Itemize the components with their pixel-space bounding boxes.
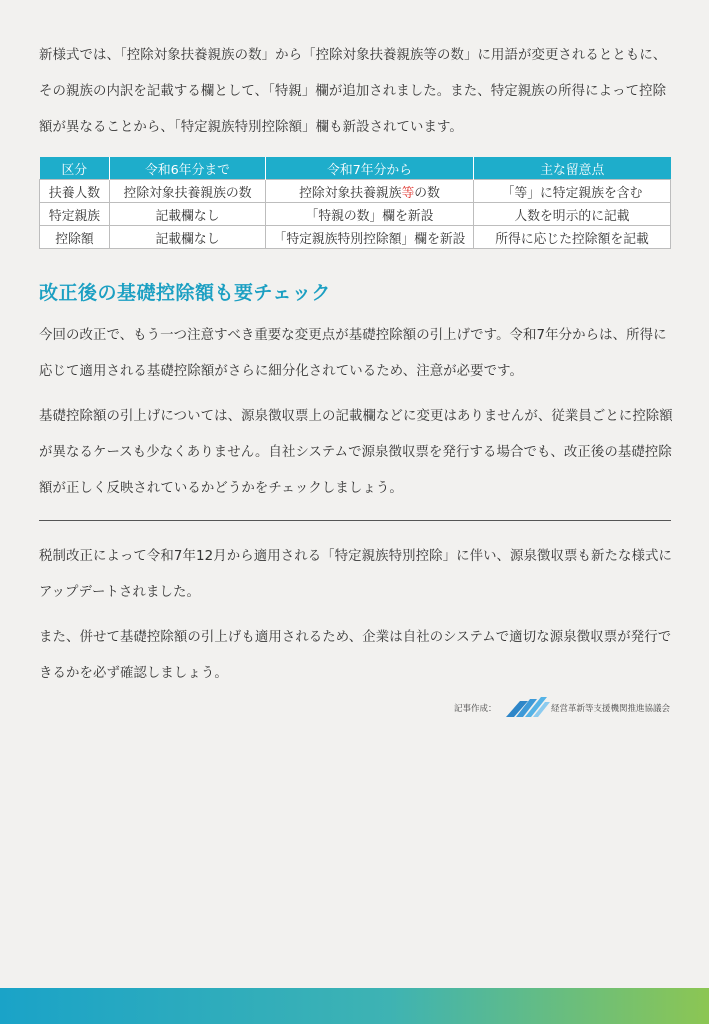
- credit-label: 記事作成：: [454, 704, 497, 714]
- table-row: [40, 203, 671, 226]
- table-cell-note: 「等」に特定親族を含む: [474, 180, 671, 203]
- table-header-until-r6: 令和6年分まで: [110, 157, 266, 180]
- credit-organization: 経営革新等支援機関推進協議会: [551, 704, 671, 714]
- table-cell-note: 所得に応じた控除額を記載: [474, 226, 671, 249]
- table-header-category: 区分: [40, 157, 110, 180]
- table-cell-after: 「特定親族特別控除額」欄を新設: [266, 226, 474, 249]
- table-cell-label: 扶養人数: [40, 180, 110, 203]
- table-header-row: [40, 157, 671, 180]
- table-header-from-r7: 令和7年分から: [266, 157, 474, 180]
- section-heading: 改正後の基礎控除額も要チェック: [39, 282, 331, 304]
- footer-gradient-bar: [0, 988, 709, 1024]
- summary-paragraph-1: 税制改正によって令和7年12月から適用される「特定親族特別控除」に伴い、源泉徴収票も新たな様式にアップデートされました。: [39, 549, 672, 600]
- section-paragraph-2: 基礎控除額の引上げについては、源泉徴収票上の記載欄などに変更はありませんが、従業員ごとに控除額が異なるケースも少なくありません。自社システムで源泉徴収票を発行する場合でも、改正後の基礎控除額が正しく反映されているかどうかをチェックしましょう。: [39, 409, 673, 496]
- after-text-pre: 控除対象扶養親族: [299, 185, 402, 201]
- table-row: [40, 226, 671, 249]
- section-divider: [39, 520, 671, 521]
- table-cell-after: [266, 180, 474, 203]
- table-cell-label: 控除額: [40, 226, 110, 249]
- table-cell-before: 記載欄なし: [110, 226, 266, 249]
- table-cell-after: 「特親の数」欄を新設: [266, 203, 474, 226]
- table-cell-before: 控除対象扶養親族の数: [110, 180, 266, 203]
- table-cell-label: 特定親族: [40, 203, 110, 226]
- table-cell-before: 記載欄なし: [110, 203, 266, 226]
- stripe-logo-icon: [506, 697, 550, 717]
- intro-paragraph: 新様式では、「控除対象扶養親族の数」から「控除対象扶養親族等の数」に用語が変更されるとともに、その親族の内訳を記載する欄として、「特親」欄が追加されました。また、特定親族の所得によって控除額が異なることから、「特定親族特別控除額」欄も新設されています。: [39, 48, 667, 135]
- table-header-notes: 主な留意点: [474, 157, 671, 180]
- table-row: [40, 180, 671, 203]
- comparison-table: [39, 157, 671, 249]
- section-paragraph-1: 今回の改正で、もう一つ注意すべき重要な変更点が基礎控除額の引上げです。令和7年分からは、所得に応じて適用される基礎控除額がさらに細分化されているため、注意が必要です。: [39, 328, 667, 379]
- after-text-emphasis: 等: [401, 185, 415, 201]
- table-cell-note: 人数を明示的に記載: [474, 203, 671, 226]
- after-text-post: の数: [414, 185, 440, 201]
- summary-paragraph-2: また、併せて基礎控除額の引上げも適用されるため、企業は自社のシステムで適切な源泉徴収票が発行できるかを必ず確認しましょう。: [39, 630, 672, 681]
